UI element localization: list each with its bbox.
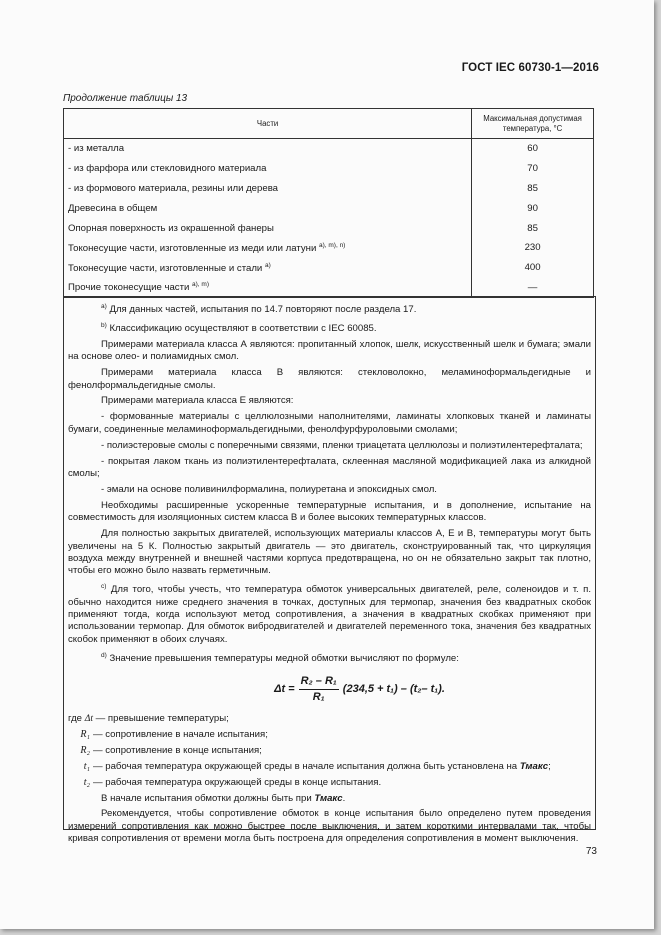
legend-item: t₁ — рабочая температура окружающей среды в начале испытания должна быть установлена на Тмакс; (83, 760, 551, 772)
note-c: $^{c)}$ Для того, чтобы учесть, что температура обмоток универсальных двигателей, реле, соленоидов и т. п. обычно находится ниже среднего значения в точках, доступных для термопар, значения без квадратных скобок применяют тогда, когда используют метод сопротивления, а значения в квадратных скобках применяют при использовании термопар. Для обмоток вибродвигателей и двигателей переменного тока, значения без квадратных скобок применяют в обоих случаях. (68, 583, 591, 645)
note-paragraph: - покрытая лаком ткань из полиэтилентерефталата, склеенная масляной модификацией лака из алкидной смолы; (68, 455, 591, 479)
page-number: 73 (585, 846, 597, 857)
note-d: $^{d)}$ Значение превышения температуры медной обмотки вычисляют по формуле: (101, 651, 459, 664)
legend-item: R₂ — сопротивление в конце испытания; (80, 744, 262, 756)
note-b: $^{b)}$ Классификацию осуществляют в соответствии с IEC 60085. (101, 321, 377, 334)
note-paragraph: - полиэстеровые смолы с поперечными связями, пленки триацетата целлюлозы и полиэтилентерефталата; (101, 439, 583, 451)
formula-fraction: $\frac{\text{R₂ – R₁}}{\text{R₁}}$ (300, 675, 337, 703)
legend-item: t₂ — рабочая температура окружающей среды в конце испытания. (83, 776, 382, 788)
standard-code: ГОСТ IEC 60730-1—2016 (461, 62, 599, 74)
table-row: Опорная поверхность из окрашенной фанеры 85 (64, 218, 594, 238)
formula-lhs: Δt = (274, 682, 295, 695)
table-row: - из формового материала, резины или дерева 85 (64, 179, 594, 199)
note-paragraph: Рекомендуется, чтобы сопротивление обмоток в конце испытания было определено путем проведения измерений сопротивления как можно быстрее после выключения, и затем короткими интервалами так, чтобы кривая сопротивления от времени могла быть построена для определения сопротивления в момент выключения. (68, 808, 591, 845)
table-row: Древесина в общем 90 (64, 198, 594, 218)
formula-rhs: (234,5 + t₁) – (t₂– t₁). (342, 682, 445, 695)
note-paragraph: Примерами материала класса А являются: пропитанный хлопок, шелк, искусственный шелк и бумага; эмали на основе олео- и полиамидных смол. (68, 338, 591, 363)
formula-legend (68, 729, 591, 789)
note-paragraph: В начале испытания обмотки должны быть при Тмакс. (101, 792, 346, 804)
legend-where: где Δt — превышение температуры; (68, 712, 229, 724)
table-row: - из фарфора или стекловидного материала 70 (64, 159, 594, 179)
table-row: Токонесущие части, изготовленные из меди или латуни $^{a), m), n)}$ 230 (64, 238, 594, 258)
note-a: $^{a)}$ Для данных частей, испытания по 14.7 повторяют после раздела 17. (101, 303, 417, 315)
note-paragraph: Примерами материала класса Е являются: (101, 395, 294, 407)
table-continuation-caption: Продолжение таблицы 13 (63, 93, 188, 104)
legend-item: R₁ — сопротивление в начале испытания; (80, 728, 268, 740)
note-paragraph: Примерами материала класса В являются: стекловолокно, меламиноформальдегидные и фенолформальдегидные смолы. (68, 367, 591, 391)
table-notes (63, 296, 596, 845)
note-paragraph: - формованные материалы с целлюлозными наполнителями, ламинаты хлопковых тканей и ламинаты бумаги, соединенные меламиноформальдегидными, фенолфурфуроловыми смолами; (68, 411, 591, 435)
table-header-row (64, 109, 594, 139)
note-paragraph: - эмали на основе поливинилформалина, полиуретана и эпоксидных смол. (101, 483, 437, 495)
header-parts: Части (64, 109, 472, 139)
table-row: Прочие токонесущие части $^{a), m)}$ — (64, 278, 594, 298)
table-row: - из металла 60 (64, 139, 594, 159)
temperature-rise-formula (68, 675, 591, 703)
note-paragraph: Необходимы расширенные ускоренные температурные испытания, и в дополнение, испытание на совместимость для изоляционных систем класса В и более высоких температурных классов. (68, 499, 591, 524)
table-row: Токонесущие части, изготовленные и стали $^{a)}$ 400 (64, 258, 594, 278)
header-max-temp: Максимальная допустимая температура, °С (472, 109, 594, 139)
temperature-table (63, 108, 594, 298)
note-paragraph: Для полностью закрытых двигателей, использующих материалы классов А, Е и В, температуры могут быть увеличены на 5 К. Полностью закрытый двигатель — это двигатель, сконструированный так, что циркуляция воздуха между внутренней и внешней частями корпуса предотвращена, но он не обязательно закрыт так плотно, чтобы его можно было назвать герметичным. (68, 528, 591, 577)
